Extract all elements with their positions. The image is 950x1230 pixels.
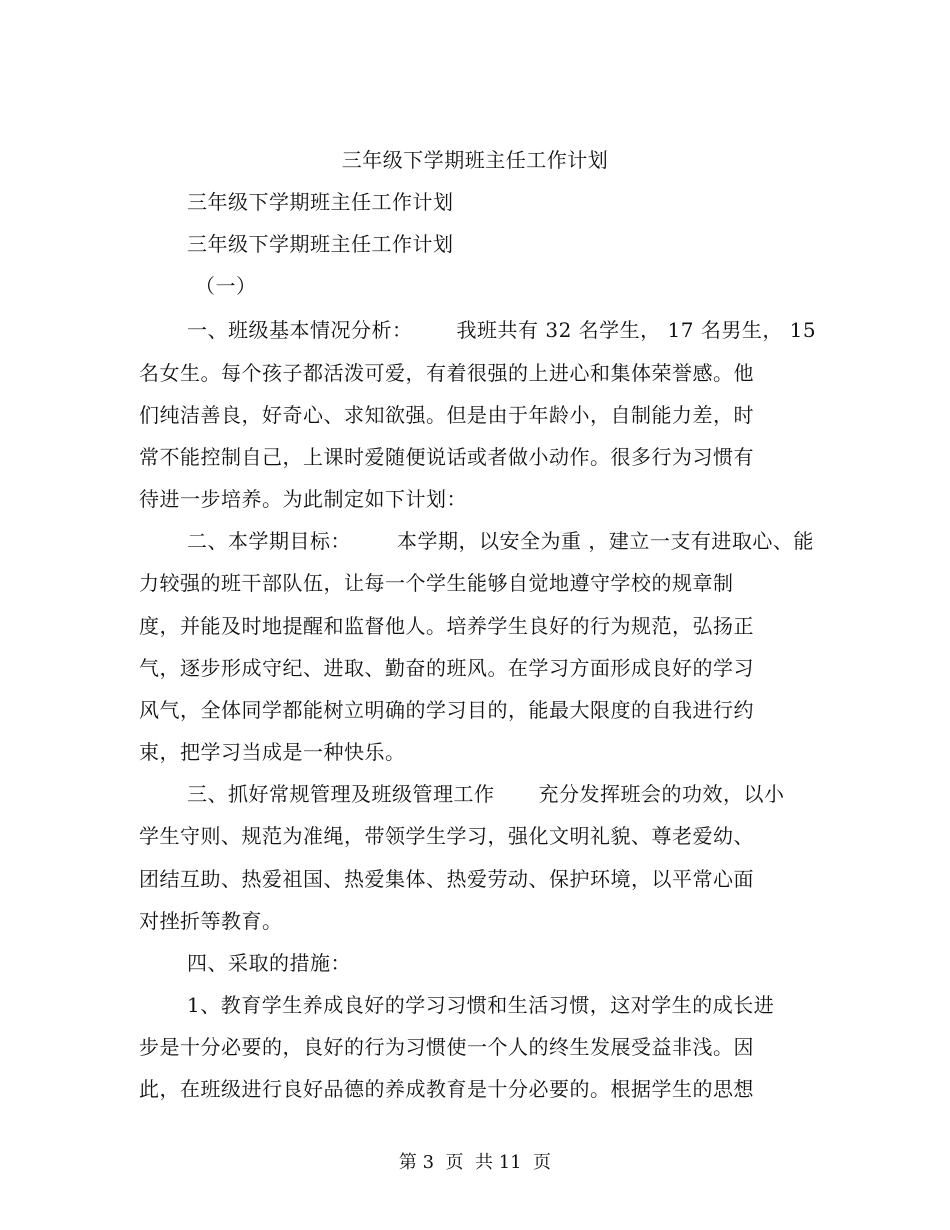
paragraph-line: 常不能控制自己，上课时爱随便说话或者做小动作。很多行为习惯有	[139, 445, 754, 469]
section-text: 我班共有 32 名学生， 17 名男生， 15	[456, 318, 817, 342]
paragraph-line: 们纯洁善良，好奇心、求知欲强。但是由于年龄小，自制能力差，时	[139, 403, 754, 427]
paragraph-line: 学生守则、规范为准绳，带领学生学习，强化文明礼貌、尊老爱幼、	[139, 824, 754, 848]
paragraph-line: 团结互助、热爱祖国、热爱集体、热爱劳动、保护环境，以平常心面	[139, 867, 754, 891]
paragraph-line: 此，在班级进行良好品德的养成教育是十分必要的。根据学生的思想	[139, 1077, 754, 1101]
paragraph-line: 待进一步培养。为此制定如下计划：	[139, 487, 467, 511]
paragraph-line	[187, 781, 785, 807]
paragraph-line: 气，逐步形成守纪、进取、勤奋的班风。在学习方面形成良好的学习	[139, 656, 754, 680]
paragraph-line: 力较强的班干部队伍，让每一个学生能够自觉地遵守学校的规章制	[139, 571, 734, 595]
section-heading-2: 二、本学期目标：	[187, 529, 351, 553]
paragraph-line: 束，把学习当成是一种快乐。	[139, 740, 406, 764]
paragraph-line: 1、教育学生养成良好的学习习惯和生活习惯，这对学生的成长进	[187, 993, 775, 1017]
paragraph-line: 对挫折等教育。	[139, 909, 283, 933]
page-number-footer: 第 3 页 共 11 页	[398, 1152, 552, 1173]
section-heading-1: 一、班级基本情况分析：	[187, 318, 413, 342]
section-heading-4: 四、采取的措施：	[187, 951, 351, 975]
paragraph-line: 名女生。每个孩子都活泼可爱，有着很强的上进心和集体荣誉感。他	[139, 361, 754, 385]
paragraph-line	[187, 317, 816, 343]
section-text: 充分发挥班会的功效，以小	[538, 782, 785, 806]
paragraph-line	[187, 528, 814, 554]
section-number: （一）	[195, 274, 257, 298]
subtitle-line: 三年级下学期班主任工作计划	[187, 232, 454, 256]
page-title: 三年级下学期班主任工作计划	[341, 148, 609, 172]
paragraph-line: 风气，全体同学都能树立明确的学习目的，能最大限度的自我进行约	[139, 698, 754, 722]
paragraph-line: 度，并能及时地提醒和监督他人。培养学生良好的行为规范，弘扬正	[139, 614, 754, 638]
section-text: 本学期，以安全为重 ，建立一支有进取心、能	[397, 529, 814, 553]
section-heading-3: 三、抓好常规管理及班级管理工作	[187, 782, 495, 806]
paragraph-line: 步是十分必要的，良好的行为习惯使一个人的终生发展受益非浅。因	[139, 1035, 754, 1059]
subtitle-line: 三年级下学期班主任工作计划	[187, 190, 454, 214]
